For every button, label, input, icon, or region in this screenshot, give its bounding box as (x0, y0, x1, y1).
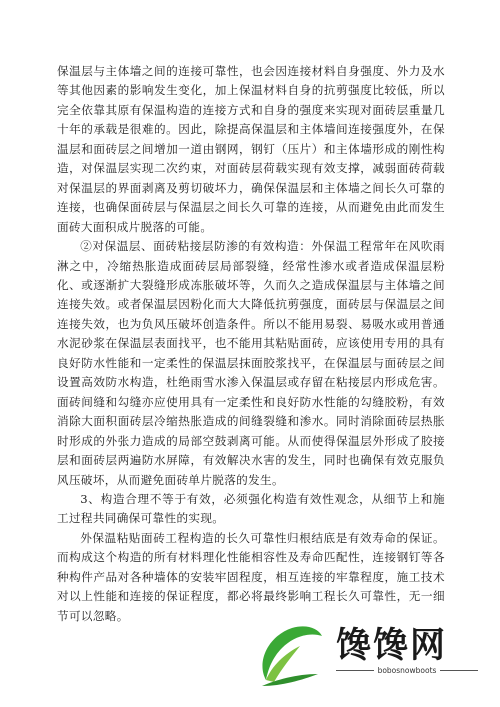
brand-name: 馋馋网 (336, 626, 448, 666)
site-text: bobosnowboots (377, 666, 437, 675)
green-leaf-swoosh-logo-icon (252, 616, 326, 692)
paragraph-4: 外保温粘贴面砖工程构造的长久可靠性归根结底是有效寿命的保证。而构成这个构造的所有材料理化性能相容性及寿命匹配性，连接钢钉等各种构件产品对各种墙体的安装牢固程度，相互连接的牢靠程度，施工技术对以上性能和连接的保证程度，都必将最终影响工程长久可靠性，无一细节可以忽略。 (57, 530, 445, 623)
document-body (57, 62, 445, 626)
paragraph-1: 保温层与主体墙之间的连接可靠性，也会因连接材料自身强度、外力及水等其他因素的影响发生变化，加上保温材料自身的抗剪强度比较低，所以完全依靠其原有保温构造的连接方式和自身的强度来实现对面砖层重量几十年的承载是很难的。因此，除提高保温层和主体墙间连接强度外，在保温层和面砖层之间增加一道由钢网，钢钉（压片）和主体墙形成的刚性构造，对保温层实现二次约束，对面砖层荷载实现有效支撑，减弱面砖荷载对保温层的界面剥离及剪切破坏力，确保保温层和主体墙之间长久可靠的连接，也确保面砖层与保温层之间长久可靠的连接，从而避免由此而发生面砖大面积成片脱落的可能。 (57, 64, 445, 234)
site-label (336, 666, 478, 675)
divider (336, 670, 374, 671)
paragraph-2: ②对保温层、面砖粘接层防渗的有效构造：外保温工程常年在风吹雨淋之中，冷缩热胀造成面砖层局部裂缝，经常性渗水或者造成保温层粉化、或逐渐扩大裂缝形成冻胀破坏等，久而久之造成保温层与主体墙之间连接失效。或者保温层因粉化而大大降低抗剪强度，面砖层与保温层之间连接失效，也为负风压破坏创造条件。所以不能用易裂、易吸水或用普通水泥砂浆在保温层表面找平，也不能用其粘贴面砖，应该使用专用的具有良好防水性能和一定柔性的保温层抹面胶浆找平，在保温层与面砖层之间设置高效防水构造，杜绝雨雪水渗入保温层或存留在粘接层内形成危害。面砖间缝和勾缝亦应使用具有一定柔性和良好防水性能的勾缝胶粉，有效消除大面积面砖层冷缩热胀造成的间缝裂缝和渗水。同时消除面砖层热胀时形成的外张力造成的局部空鼓剥离可能。从而使得保温层外形成了胶接层和面砖层两遍防水屏障，有效解决水害的发生，同时也确保有效克服负风压破坏，从而避免面砖单片脱落的发生。 (57, 239, 445, 487)
paragraph-3: 3、构造合理不等于有效，必须强化构造有效性观念，从细节上和施工过程共同确保可靠性的实现。 (57, 491, 445, 526)
watermark (252, 616, 482, 692)
divider (440, 670, 478, 671)
